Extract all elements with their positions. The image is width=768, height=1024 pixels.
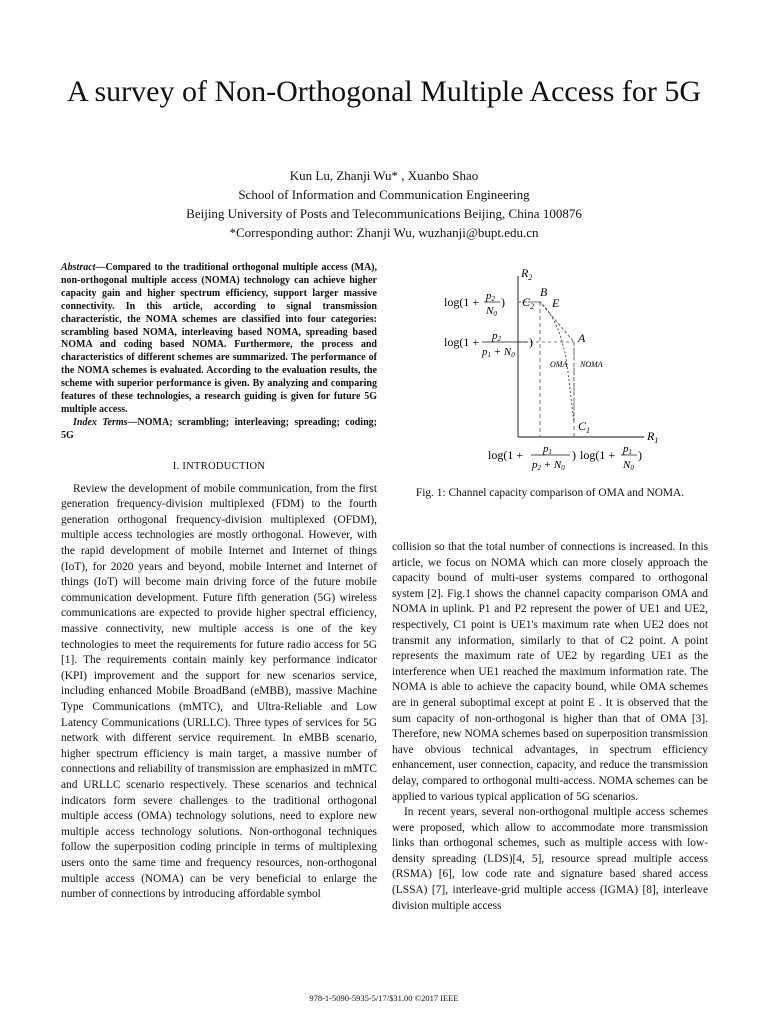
- abstract-text: —Compared to the traditional orthogonal multiple access (MA), non-orthogonal multiple access (NOMA) technology can achieve higher capacity gain and higher spectrum efficiency, support larger massive connectivity. In this article, according to signal transmission characteristic, the NOMA schemes are classified into four categories: scrambling based NOMA, interleaving based NOMA, spreading based NOMA and coding based NOMA. Furthermore, the process and characteristics of different schemes are summarized. The performance of the NOMA schemes is evaluated. According to the evaluation results, the scheme with superior performance is given. By analyzing and comparing features of these technologies, a research guiding is given for future 5G multiple access.: [61, 262, 377, 415]
- figure-caption: Fig. 1: Channel capacity comparison of OMA and NOMA.: [415, 487, 685, 499]
- corresponding-author: *Corresponding author: Zhanji Wu, wuzhanji@bupt.edu.cn: [229, 225, 539, 240]
- author-names: Kun Lu, Zhanji Wu* , Xuanbo Shao: [289, 168, 479, 183]
- y-axis-label: $R_2$: [521, 266, 533, 282]
- point-a-label: A: [578, 331, 586, 345]
- point-c2-label: $C_2$: [522, 295, 535, 311]
- x-formula-2-close: ): [638, 448, 642, 462]
- x-formula-2-numerator: p1: [623, 443, 632, 456]
- affiliation-school: School of Information and Communication Engineering: [238, 187, 530, 202]
- abstract-lead: Abstract: [61, 262, 96, 273]
- x-formula-2-prefix: log(1 +: [580, 448, 616, 462]
- y-formula-1-prefix: log(1 +: [444, 295, 480, 309]
- x-formula-1-prefix: log(1 +: [488, 448, 524, 462]
- index-terms-lead: Index Terms: [73, 416, 128, 428]
- x-formula-1-numerator: p1: [543, 443, 552, 456]
- y-formula-2-numerator: p2: [492, 330, 501, 343]
- index-terms: [61, 417, 377, 443]
- y-formula-2-prefix: log(1 +: [444, 335, 480, 349]
- y-formula-2-close: ): [529, 335, 533, 349]
- index-terms-text: —NOMA; scrambling; interleaving; spreading; coding; 5G: [61, 416, 377, 441]
- y-formula-2-denominator: p1 + N0: [482, 346, 515, 359]
- noma-region-label: NOMA: [580, 360, 603, 369]
- intro-paragraph: Review the development of mobile communication, from the first generation frequency-division multiplexed (FDM) to the fourth generation orthogonal frequency-division multiplexed (OFDM), multiple access technologies are mostly orthogonal. However, with the rapid development of mobile Internet and Internet of things (IoT), for 2020 years and beyond, mobile Internet and Internet of things (IoT) will become main driving force of the future mobile communication development. Future fifth generation (5G) wireless communications are expected to provide higher spectral efficiency, massive connectivity, new multiple access is one of the key technologies to meet the requirements for future radio access for 5G [1]. The requirements contain mainly key performance indicator (KPI) improvement and the support for new scenarios service, including enhanced Mobile BroadBand (eMBB), massive Machine Type Communications (mMTC), and Ultra-Reliable and Low Latency Communications (URLLC). Three types of services for 5G network with different service requirement. In eMBB scenario, higher spectrum efficiency is main target, a massive number of connections and reliability of transmission are emphasized in mMTC and URLLC scenario respectively. These scenarios and technical indicators form severe challenges to the traditional orthogonal multiple access (OMA) technology solutions, need to explore new multiple access technology solutions. Non-orthogonal techniques follow the superposition coding principle in terms of multiplexing users onto the same time and frequency resources, non-orthogonal multiple access (NOMA) can be very beneficial to enlarge the number of connections by introducing affordable symbol: [61, 482, 377, 901]
- point-c1-label: $C_1$: [578, 419, 591, 435]
- figure-capacity-region: [392, 262, 708, 492]
- abstract: [61, 262, 377, 417]
- right-paragraph-1: collision so that the total number of connections is increased. In this article, we focus on NOMA which can more closely approach the capacity bound of multi-user systems compared to orthogonal system [2]. Fig.1 shows the channel capacity comparison OMA and NOMA in uplink. P1 and P2 represent the power of UE1 and UE2, respectively, C1 point is UE1's maximum rate when UE2 does not transmit any information, similarly to that of C2 point. A point represents the maximum rate of UE2 by regarding UE1 as the interference when UE1 reached the maximum information rate. The NOMA is able to achieve the capacity bound, while OMA schemes are in general suboptimal except at point E . It is observed that the sum capacity of non-orthogonal is higher than that of OMA [3]. Therefore, new NOMA schemes based on superposition transmission have obvious technical advantages, in spectrum efficiency enhancement, user connection, capacity, and reduce the transmission delay, compared to orthogonal multi-access. NOMA schemes can be applied to various typical application of 5G scenarios.: [392, 541, 708, 803]
- left-column: [61, 262, 377, 903]
- y-formula-1-close: ): [501, 295, 505, 309]
- y-formula-1-denominator: N0: [486, 305, 497, 318]
- paper-title: A survey of Non-Orthogonal Multiple Access for 5G: [66, 75, 702, 108]
- affiliation-university: Beijing University of Posts and Telecommunications Beijing, China 100876: [186, 206, 582, 221]
- point-b-label: B: [540, 285, 548, 299]
- y-formula-1-numerator: p2: [486, 290, 495, 303]
- x-formula-1-close: ): [572, 448, 576, 462]
- right-column: [392, 540, 708, 914]
- point-e-label: E: [552, 296, 560, 310]
- oma-curve-label: OMA: [550, 360, 568, 369]
- right-paragraph-2: In recent years, several non-orthogonal multiple access schemes were proposed, which allow to accommodate more transmission links than orthogonal schemes, such as multiple access with low-density spreading (LDS)[4, 5], resource spread multiple access (RSMA) [6], low code rate and signature based shared access (LSSA) [7], interleave-grid multiple access (IGMA) [8], interleave division multiple access: [392, 806, 708, 912]
- x-formula-2-denominator: N0: [623, 459, 634, 472]
- x-axis-label: $R_1$: [647, 429, 659, 445]
- capacity-region-diagram: [392, 262, 708, 492]
- section-heading-introduction: I. INTRODUCTION: [172, 460, 266, 472]
- x-formula-1-denominator: p2 + N0: [532, 459, 565, 472]
- page-footer: 978-1-5090-5935-5/17/$31.00 ©2017 IEEE: [309, 993, 459, 1003]
- author-block: [40, 166, 728, 242]
